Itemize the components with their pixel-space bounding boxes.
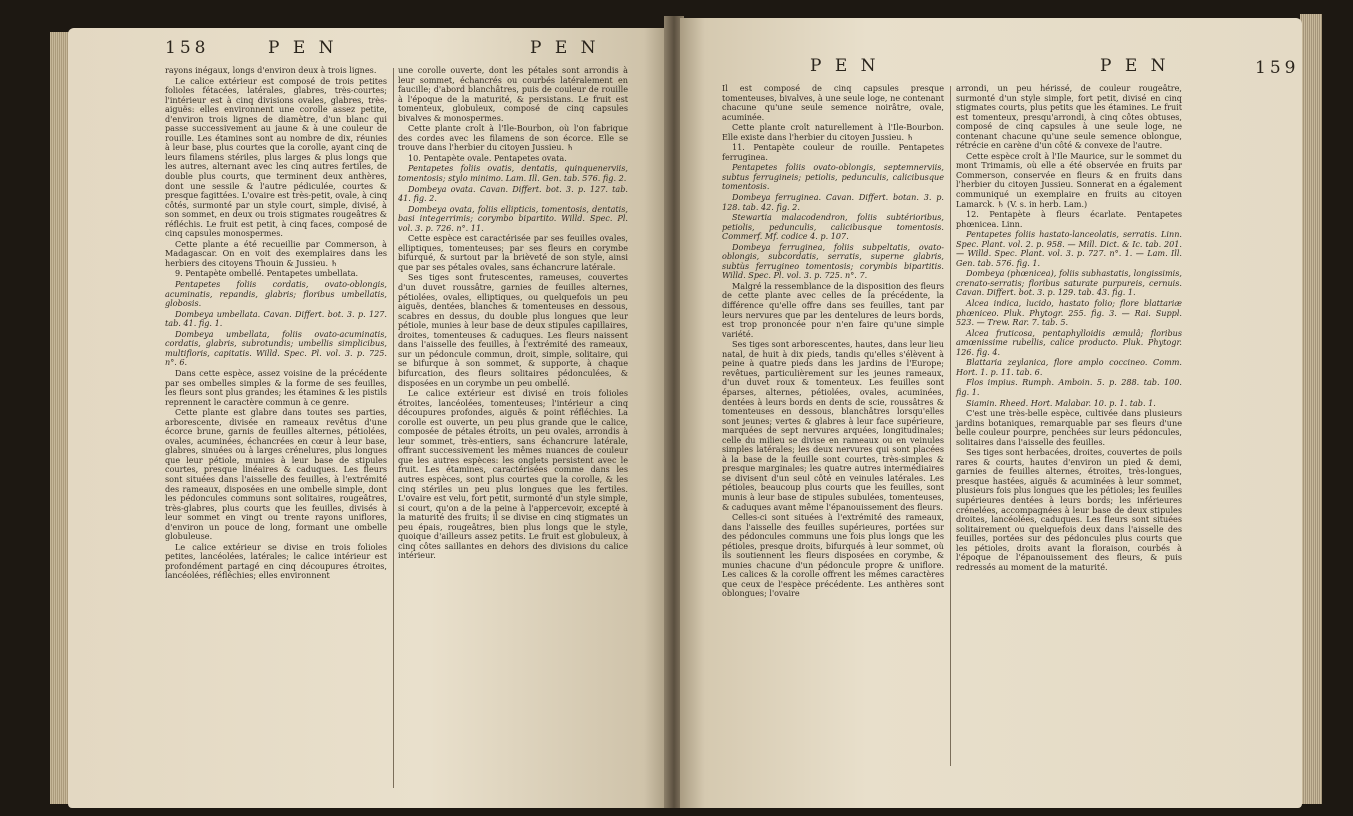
left-column-2 (398, 66, 628, 808)
paragraph: Dombeya umbellata, foliis ovato-acuminatis, cordatis, glabris, subrotundis; umbellis simplicibus, multifloris, capitatis. Willd. Spec. Pl. vol. 3. p. 725. n°. 6. (165, 328, 387, 368)
paragraph: Cette plante croît à l'Ile-Bourbon, où l'on fabrique des cordes avec les filamens de son écorce. Elle se trouve dans l'herbier du citoyen Jussieu. ♄ (398, 123, 628, 153)
paragraph: Malgré la ressemblance de la disposition des fleurs de cette plante avec celles de la précédente, la différence qu'elle offre dans ses feuilles, tant par leurs nervures que par les dentelures de leurs bords, est trop prononcée pour n'en faire qu'une simple variété. (722, 280, 944, 339)
paragraph: 10. Pentapète ovale. Pentapetes ovata. (408, 152, 567, 163)
paragraph: 9. Pentapète ombellé. Pentapetes umbellata. (175, 268, 359, 279)
running-head-right-2: P E N (1100, 56, 1170, 76)
paragraph: Pentapetes foliis ovatis, dentatis, quinquenerviis, tomentosis; stylo minimo. Lam. Ill. Gen. tab. 576. fig. 2. (398, 163, 628, 184)
paragraph: Alcea fruticosa, pentaphylloidis æmulâ; floribus amœnissime rubellis, calice producto. Pluk. Phytogr. 126. fig. 4. (956, 327, 1182, 357)
paragraph: Ses tiges sont frutescentes, rameuses, couvertes d'un duvet roussâtre, garnies de feuilles alternes, pétiolées, ovales, elliptiques, ou quelquefois un peu aiguës, dentées, blanches & tomenteuses en dessous, scabres en dessus, du double plus longues que leur pétiole, munies à leur base de deux stipules capillaires, droites, tomenteuses & caduques. Les fleurs naissent dans l'aisselle des feuilles, à l'extrémité des rameaux, sur un pédoncule commun, droit, simple, solitaire, qui se bifurque à son sommet, & supporte, à chaque bifurcation, des fleurs solitaires pédonculées, & disposées en un corymbe un peu ombellé. (398, 272, 628, 388)
paragraph: Ses tiges sont herbacées, droites, couvertes de poils rares & courts, hautes d'environ un pied & demi, garnies de feuilles alternes, étroites, très-longues, presque hastées, aiguës & acuminées à leur sommet, plusieurs fois plus longues que les pétioles; les feuilles supérieures dentées à leurs bords; les inférieures crénelées, accompagnées à leur base de deux stipules droites, lancéolées, caduques. Les fleurs sont situées solitairement ou quelquefois deux dans l'aisselle des feuilles, portées sur des pédoncules plus courts que les pétioles, droits avant la floraison, courbés à l'époque de l'épanouissement des fleurs, & puis redressés au moment de la maturité. (956, 447, 1182, 572)
paragraph: Cette plante a été recueillie par Commerson, à Madagascar. On en voit des exemplaires dans les herbiers des citoyens Thouin & Jussieu. ♄ (165, 238, 387, 268)
running-head-left-2: P E N (530, 38, 600, 58)
paragraph: Le calice extérieur est composé de trois petites folioles fétacées, latérales, glabres, très-courtes; l'intérieur est à cinq divisions ovales, glabres, très-aiguës: elles environnent une corolle assez petite, d'environ trois lignes de diamètre, d'un blanc qui passe successivement au jaune & à une couleur de rouille. Les étamines sont au nombre de dix, réunies à leur base, plus courtes que la corolle, ayant cinq de leurs filamens stériles, plus larges & plus longs que les autres, alternant avec les cinq autres fertiles, de double plus courts, que terminent deux anthères, dont une sessile & l'autre pédiculée, courtes & presque fagittées. L'ovaire est très-petit, ovale, à cinq côtés, surmonté par un style court, simple, divisé, à son sommet, en deux ou trois stigmates rougeâtres & réfléchis. Le fruit est petit, à cinq faces, composé de cinq capsules monospermes. (165, 75, 387, 239)
running-head-left-1: P E N (268, 38, 338, 58)
paragraph: Blattaria zeylanica, flore amplo coccineo. Comm. Hort. 1. p. 11. tab. 6. (956, 357, 1182, 377)
paragraph: arrondi, un peu hérissé, de couleur rougeâtre, surmonté d'un style simple, fort petit, divisé en cinq stigmates courts, plus petits que les étamines. Le fruit est tomenteux, presqu'arrondi, à cinq côtes obtuses, composé de cinq capsules à une seule loge, ne contenant chacune qu'une seule semence oblongue, rétrécie en carène d'un côté & convexe de l'autre. (956, 83, 1182, 151)
page-number-right: 159 (1255, 58, 1300, 78)
paragraph: Dombeya ferruginea, foliis subpeltatis, ovato-oblongis, subcordatis, serratis, superne glabris, subtùs ferrugineo tomentosis; corymbis bipartitis. Willd. Spec. Pl. vol. 3. p. 725. n°. 7. (722, 241, 944, 281)
paragraph: Cette espèce est caractérisée par ses feuilles ovales, elliptiques, tomenteuses; par ses fleurs en corymbe bifurqué, & surtout par la brièveté de son style, ainsi que par ses pétales ovales, sans échancrure latérale. (398, 233, 628, 272)
paragraph: Cette espèce croît à l'Ile Maurice, sur le sommet du mont Trimamis, où elle a été observée en fruits par Commerson, conservée en fleurs & en fruits dans l'herbier du citoyen Jussieu. Sonnerat en a également communiqué un exemplaire en fruits au citoyen Lamarck. ♄ (V. s. in herb. Lam.) (956, 150, 1182, 209)
page-edges-right (1300, 14, 1322, 804)
paragraph: Flos impius. Rumph. Amboin. 5. p. 288. tab. 100. fig. 1. (956, 377, 1182, 397)
paragraph: Le calice extérieur se divise en trois folioles petites, lancéolées, latérales; le calice intérieur est profondément partagé en cinq découpures étroites, lancéolées, réfléchies; elles environnent (165, 541, 387, 581)
paragraph: Dombeya ovata, foliis ellipticis, tomentosis, dentatis, basi integerrimis; corymbo bipartito. Willd. Spec. Pl. vol. 3. p. 726. n°. 11. (398, 203, 628, 233)
paragraph: Dombeya umbellata. Cavan. Differt. bot. 3. p. 127. tab. 41. fig. 1. (165, 308, 387, 329)
column-rule-right (950, 86, 951, 766)
right-page (680, 18, 1302, 808)
right-column-1 (722, 84, 944, 808)
running-head-right-1: P E N (810, 56, 880, 76)
left-page (68, 28, 668, 808)
paragraph: Stewartia malacodendron, foliis subtérioribus, petiolis, pedunculis, calicibusque tomentosis. Commerf. Mf. codice 4. p. 107. (722, 212, 944, 242)
right-column-2 (956, 84, 1182, 808)
paragraph: Dans cette espèce, assez voisine de la précédente par ses ombelles simples & la forme de ses feuilles, les fleurs sont plus grandes; les étamines & les pistils reprennent le caractère commun à ce genre. (165, 367, 387, 407)
paragraph: Alcea indica, lucido, hastato folio; flore blattariæ phœniceo. Pluk. Phytogr. 255. fig. 3. — Rai. Suppl. 523. — Trew. Rar. 7. tab. 5. (956, 298, 1182, 328)
paragraph: Le calice extérieur est divisé en trois folioles étroites, lancéolées, tomenteuses; l'intérieur a cinq découpures profondes, aiguës & point réfléchies. La corolle est ouverte, un peu plus grande que le calice, composée de pétales étroits, un peu ovales, arrondis à leur sommet, très-entiers, sans échancrure latérale, offrant successivement les mêmes nuances de couleur que les autres espèces: les onglets persistent avec le fruit. Les étamines, caractérisées comme dans les autres espèces, sont plus courtes que la corolle, & les cinq stériles un peu plus longues que les fertiles. L'ovaire est velu, fort petit, surmonté d'un style simple, si court, qu'on a de la peine à l'appercevoir, excepté à la maturité des fruits; il se divise en cinq stigmates un peu épais, rougeâtres, bien plus longs que le style, quoique d'ailleurs assez petits. Le fruit est globuleux, à cinq côtes saillantes en dehors des divisions du calice intérieur. (398, 388, 628, 561)
paragraph: Dombeya ferruginea. Cavan. Differt. botan. 3. p. 128. tab. 42. fig. 2. (722, 192, 944, 212)
paragraph: une corolle ouverte, dont les pétales sont arrondis à leur sommet, échancrés ou courbés latéralement en faucille; d'abord blanchâtres, puis de couleur de rouille à l'époque de la maturité, & persistans. Le fruit est tomenteux, globuleux, composé de cinq capsules bivalves & monospermes. (398, 65, 628, 123)
page-edges-left (50, 32, 70, 804)
paragraph: rayons inégaux, longs d'environ deux à trois lignes. (165, 65, 377, 75)
paragraph: Dombeya (phœnicea), foliis subhastatis, longissimis, crenato-serratis; floribus saturate purpureis, cernuis. Cavan. Differt. bot. 3. p. 129. tab. 43. fig. 1. (956, 268, 1182, 298)
paragraph: Siamin. Rheed. Hort. Malabar. 10. p. 1. tab. 1. (966, 397, 1156, 408)
paragraph: 11. Pentapète couleur de rouille. Pentapetes ferruginea. (722, 142, 944, 162)
paragraph: Dombeya ovata. Cavan. Differt. bot. 3. p. 127. tab. 41. fig. 2. (398, 183, 628, 204)
paragraph: Pentapetes foliis cordatis, ovato-oblongis, acuminatis, repandis, glabris; floribus umbellatis, globosis. (165, 279, 387, 309)
left-column-1 (165, 66, 387, 808)
paragraph: Il est composé de cinq capsules presque tomenteuses, bivalves, à une seule loge, ne contenant chacune qu'une seule semence noirâtre, ovale, acuminée. (722, 83, 944, 122)
paragraph: C'est une très-belle espèce, cultivée dans plusieurs jardins botaniques, remarquable par ses fleurs d'une belle couleur pourpre, penchées sur leurs pédoncules, solitaires dans l'aisselle des feuilles. (956, 408, 1182, 447)
paragraph: Pentapetes foliis hastato-lanceolatis, serratis. Linn. Spec. Plant. vol. 2. p. 958. — Mill. Dict. & Ic. tab. 201. — Willd. Spec. Plant. vol. 3. p. 727. n°. 1. — Lam. Ill. Gen. tab. 576. fig. 1. (956, 229, 1182, 268)
paragraph: Cette plante est glabre dans toutes ses parties, arborescente, divisée en rameaux revêtus d'une écorce brune, garnis de feuilles alternes, pétiolées, ovales, acuminées, échancrées en cœur à leur base, glabres, sinuées ou à larges crénelures, plus longues que leur pétiole, munies à leur base de stipules courtes, presque linéaires & caduques. Les fleurs sont situées dans l'aisselle des feuilles, à l'extrémité des rameaux, disposées en une ombelle simple, dont les pédoncules communs sont solitaires, rougeâtres, très-glabres, plus courts que les feuilles, divisés à leur sommet en vingt ou trente rayons uniflores, d'environ un pouce de long, formant une ombelle globuleuse. (165, 407, 387, 542)
paragraph: Ses tiges sont arborescentes, hautes, dans leur lieu natal, de huit à dix pieds, tandis qu'elles s'élèvent à peine à quatre pieds dans les jardins de l'Europe; revêtues, particulièrement sur les jeunes rameaux, d'un duvet roux & tomenteux. Les feuilles sont éparses, alternes, pétiolées, ovales, acuminées, dentées à leurs bords en dents de scie, roussâtres & tomenteuses en dessous, blanchâtres lorsqu'elles sont jeunes; vertes & glabres à leur face supérieure, marquées de sept nervures arquées, longitudinales; celle du milieu se divise en rameaux ou en veinules simples latérales; les deux nervures qui sont placées à la base de la feuille sont courtes, très-simples & presque marginales; les quatre autres intermédiaires se divisent d'un seul côté en veinules latérales. Les pétioles, beaucoup plus courts que les feuilles, sont munis à leur base de stipules subulées, tomenteuses, & caduques avant même l'épanouissement des fleurs. (722, 339, 944, 512)
page-number-left: 158 (165, 38, 210, 58)
paragraph: Pentapetes foliis ovato-oblongis, septemnerviis, subtus ferrugineis; petiolis, pedunculis, calicibusque tomentosis. (722, 162, 944, 192)
paragraph: Celles-ci sont situées à l'extrémité des rameaux, dans l'aisselle des feuilles supérieures, portées sur des pédoncules communs une fois plus longs que les pétioles, presque droits, bifurqués à leur sommet, où ils soutiennent les fleurs disposées en corymbe, & munies chacune d'un pédoncule propre & uniflore. Les calices & la corolle offrent les mêmes caractères que ceux de l'espèce précédente. Les anthères sont oblongues; l'ovaire (722, 512, 944, 599)
column-rule (393, 68, 394, 788)
paragraph: 12. Pentapète à fleurs écarlate. Pentapetes phœnicea. Linn. (956, 209, 1182, 229)
paragraph: Cette plante croît naturellement à l'Ile-Bourbon. Elle existe dans l'herbier du citoyen Jussieu. ♄ (722, 122, 944, 142)
